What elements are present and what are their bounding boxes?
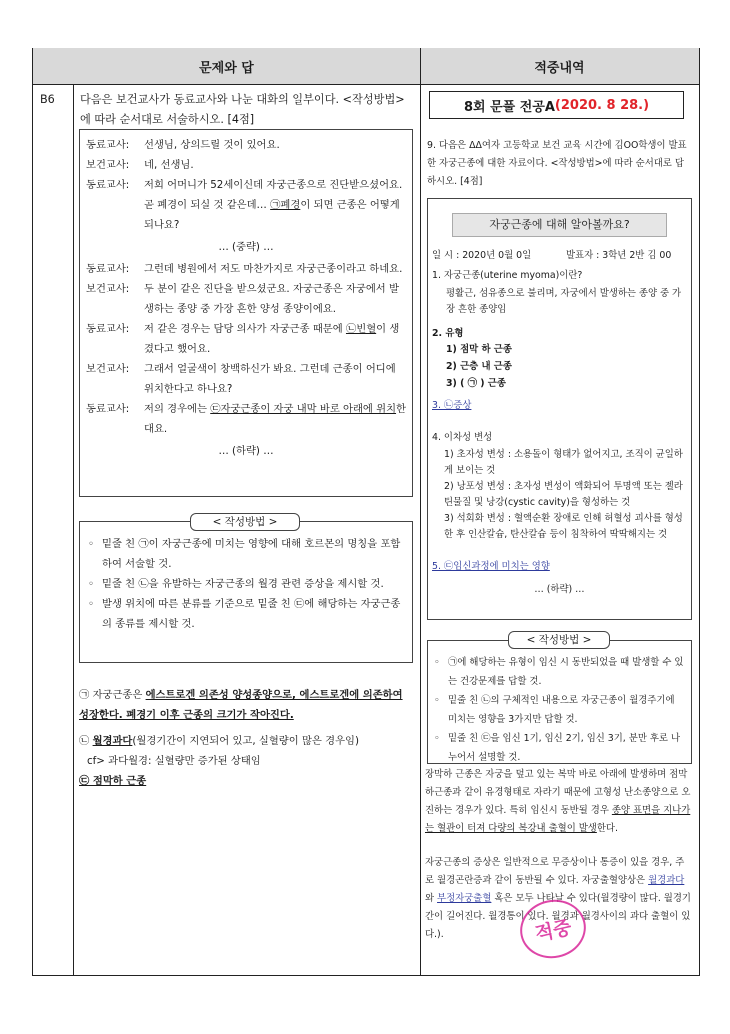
method-title: < 작성방법 > [190, 513, 300, 531]
dialogue-ellipsis: … (중략) … [218, 241, 274, 253]
hit-stamp: 적중 [515, 894, 592, 964]
dialogue-line: 동료교사: 선생님, 상의드릴 것이 있어요. [86, 139, 280, 151]
hit-degen-item: 3) 석회화 변성 : 혈액순환 장애로 인해 허혈성 괴사를 형성한 후 인산칼슘, 탄산칼슘 등이 침착하여 딱딱해지는 것 [444, 513, 683, 540]
hit-method-box [427, 640, 692, 764]
hit-degen-list [444, 447, 688, 543]
header-left: 문제와 답 [33, 48, 420, 85]
question-prompt: 다음은 보건교사가 동료교사와 나눈 대화의 일부이다. <작성방법>에 따라 순서대로 서술하시오. [4점] [80, 93, 405, 126]
hit-method-item: ◦ 밑줄 친 ㉢을 임신 1기, 임신 2기, 임신 3기, 분만 후로 나누어서 설명할 것. [434, 733, 681, 763]
hit-type: 2) 근층 내 근종 [446, 361, 512, 372]
hit-item1-body: 평활근, 섬유종으로 불리며, 자궁에서 발생하는 종양 중 가장 흔한 종양임 [446, 288, 682, 315]
dialogue-line: 동료교사: 저 같은 경우는 담당 의사가 자궁근종 때문에 ㉡빈혈이 생겼다고 했어요. [86, 323, 400, 355]
hit-item1-title: 1. 자궁근종(uterine myoma)이란? [432, 270, 583, 281]
header-right: 적중내역 [420, 48, 699, 85]
hit-item5: 5. ㉢임신과정에 미치는 영향 [432, 561, 550, 572]
hit-explanation-2: 자궁근종의 증상은 일반적으로 무증상이나 통증이 있을 경우, 주로 월경곤란증과 같이 동반될 수 있다. 자궁출혈양상은 월경과다와 부정자궁출혈 혹은 모두 나타날 수 있다(월경량이 많다. 월경기간이 길어진다. 월경통이 있다. 월경과 월경사이의 과다 출혈이 있다.). [425, 857, 691, 940]
hit-omitted: … (하략) … [534, 584, 585, 595]
underline-b: ㉡빈혈 [345, 323, 377, 335]
dialogue-line: 동료교사: 그런데 병원에서 저도 마찬가지로 자궁근종이라고 하네요. [86, 263, 403, 275]
hit-item2-title: 2. 유형 [432, 328, 464, 339]
hit-badge: 8회 문풀 전공A (2020. 8 28.) [429, 91, 684, 119]
answer-b: ㉡ 월경과다(월경기간이 지연되어 있고, 실혈량이 많은 경우임) [79, 735, 359, 747]
question-number: B6 [40, 93, 55, 106]
method-item: ◦ 발생 위치에 따른 분류를 기준으로 밑줄 친 ㉢에 해당하는 자궁근종의 종류를 제시할 것. [88, 598, 401, 630]
hit-degen-item: 2) 낭포성 변성 : 초자성 변성이 액화되어 투명액 또는 젤라틴물질 및 낭강(cystic cavity)을 형성하는 것 [444, 481, 683, 508]
hit-explanation-1: 장막하 근종은 자궁을 덮고 있는 복막 바로 아래에 발생하며 점막하근종과 같이 유경형태로 자라기 때문에 고형성 난소종양으로 오진하는 경우가 있다. 특히 임신시 동반될 경우 종양 표면을 지나가는 혈관이 터져 다량의 복강내 출혈이 발생한다. [425, 769, 691, 834]
underline-c: ㉢자궁근종이 자궁 내막 바로 아래에 위치 [210, 403, 397, 415]
dialogue-line: 동료교사: 저의 경우에는 ㉢자궁근종이 자궁 내막 바로 아래에 위치한대요. [86, 403, 406, 435]
dialogue-line: 보건교사: 두 분이 같은 진단을 받으셨군요. 자궁근종은 자궁에서 발생하는 종양 중 가장 흔한 양성 종양이에요. [86, 283, 399, 315]
hit-item4-title: 4. 이차성 변성 [432, 432, 493, 443]
method-item: ◦ 밑줄 친 ㉠이 자궁근종에 미치는 영향에 대해 호르몬의 명칭을 포함하여 서술할 것. [88, 538, 401, 570]
hit-date: (2020. 8 28.) [554, 97, 650, 113]
hit-method-item: ◦ ㉠에 해당하는 유형이 임신 시 동반되었을 때 발생할 수 있는 건강문제를 답할 것. [434, 657, 684, 687]
dialogue-line: 보건교사: 네, 선생님. [86, 159, 194, 171]
dialogue-ellipsis: … (하략) … [218, 445, 274, 457]
method-box [79, 521, 413, 663]
hit-type: 1) 점막 하 근종 [446, 344, 512, 355]
answer-c: ㉢ 점막하 근종 [79, 775, 147, 787]
hit-method-title: < 작성방법 > [508, 631, 610, 649]
hit-item3: 3. ㉡증상 [432, 400, 472, 411]
dialogue-line: 동료교사: 저희 어머니가 52세이신데 자궁근종으로 진단받으셨어요. 곧 폐경이 되실 것 같은데… ㉠폐경이 되면 근종은 어떻게 되나요? [86, 179, 403, 231]
underline-a: ㉠폐경 [270, 199, 301, 211]
answer-a: ㉠ 자궁근종은 에스트로겐 의존성 양성종양으로, 에스트로겐에 의존하여 성장한다. 폐경기 이후 근종의 크기가 작아진다. [79, 689, 403, 721]
dialogue-line: 보건교사: 그래서 얼굴색이 창백하신가 봐요. 그런데 근종이 어디에 위치한다고 하나요? [86, 363, 396, 395]
hit-date-line: 일 시 : 2020년 0월 0일 [432, 250, 532, 261]
hit-degen-item: 1) 초자성 변성 : 소용돌이 형태가 없어지고, 조직이 균일하게 보이는 것 [444, 449, 683, 476]
hit-presenter: 발표자 : 3학년 2반 김 00 [566, 250, 672, 261]
hit-inner-title: 자궁근종에 대해 알아볼까요? [452, 213, 667, 237]
column-divider [420, 48, 421, 975]
dialogue-box [79, 129, 413, 497]
hit-question: 9. 다음은 ΔΔ여자 고등학교 보건 교육 시간에 김OO학생이 발표한 자궁근종에 대한 자료이다. <작성방법>에 따라 순서대로 답하시오. [4점] [427, 140, 687, 187]
hit-method-item: ◦ 밑줄 친 ㉡의 구체적인 내용으로 자궁근종이 월경주기에 미치는 영향을 3가지만 답할 것. [434, 695, 675, 725]
method-item: ◦ 밑줄 친 ㉡을 유발하는 자궁근종의 월경 관련 증상을 제시할 것. [88, 578, 384, 590]
answer-b-note: cf> 과다월경: 실혈량만 증가된 상태임 [87, 755, 261, 767]
hit-type: 3) ( ㉠ ) 근종 [446, 378, 506, 389]
number-column-divider [73, 85, 74, 975]
